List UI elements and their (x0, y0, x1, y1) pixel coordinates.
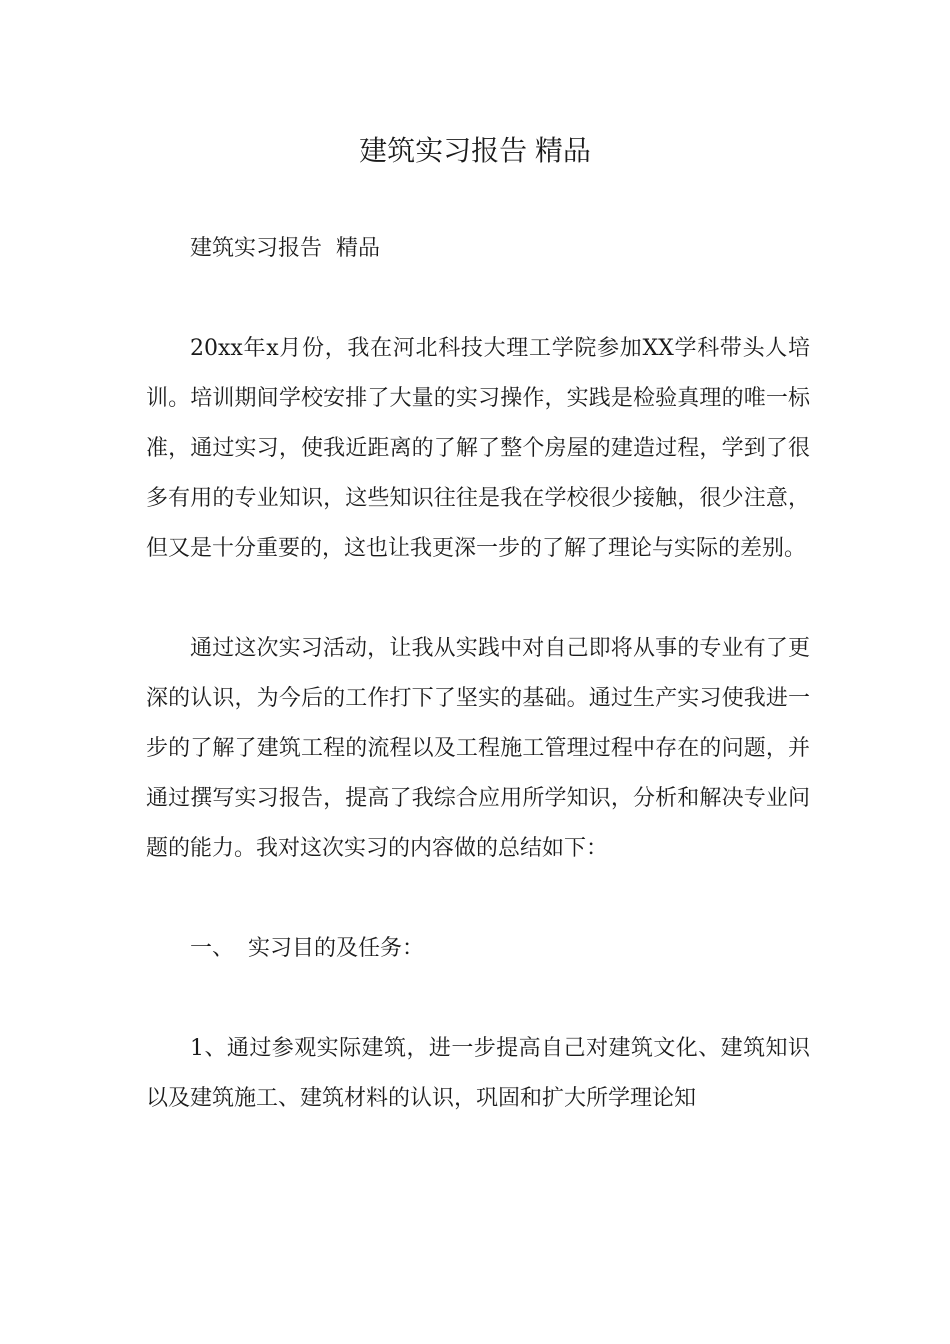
document-body (146, 224, 810, 1124)
paragraph-summary: 通过这次实习活动，让我从实践中对自己即将从事的专业有了更深的认识，为今后的工作打下了坚实的基础。通过生产实习使我进一步的了解了建筑工程的流程以及工程施工管理过程中存在的问题，并通过撰写实习报告，提高了我综合应用所学知识，分析和解决专业问题的能力。我对这次实习的内容做的总结如下： (146, 636, 810, 861)
paragraph-item-1: 1、通过参观实际建筑，进一步提高自己对建筑文化、建筑知识以及建筑施工、建筑材料的认识，巩固和扩大所学理论知 (146, 1036, 810, 1111)
document-title: 建筑实习报告 精品 (359, 135, 591, 166)
paragraph-subtitle: 建筑实习报告 精品 (190, 236, 380, 261)
paragraph-intro: 20xx年x月份，我在河北科技大理工学院参加XX学科带头人培训。培训期间学校安排了大量的实习操作，实践是检验真理的唯一标准，通过实习，使我近距离的了解了整个房屋的建造过程，学到了很多有用的专业知识，这些知识往往是我在学校很少接触，很少注意，但又是十分重要的，这也让我更深一步的了解了理论与实际的差别。 (146, 336, 810, 561)
section-heading: 一、 实习目的及任务： (190, 936, 424, 961)
